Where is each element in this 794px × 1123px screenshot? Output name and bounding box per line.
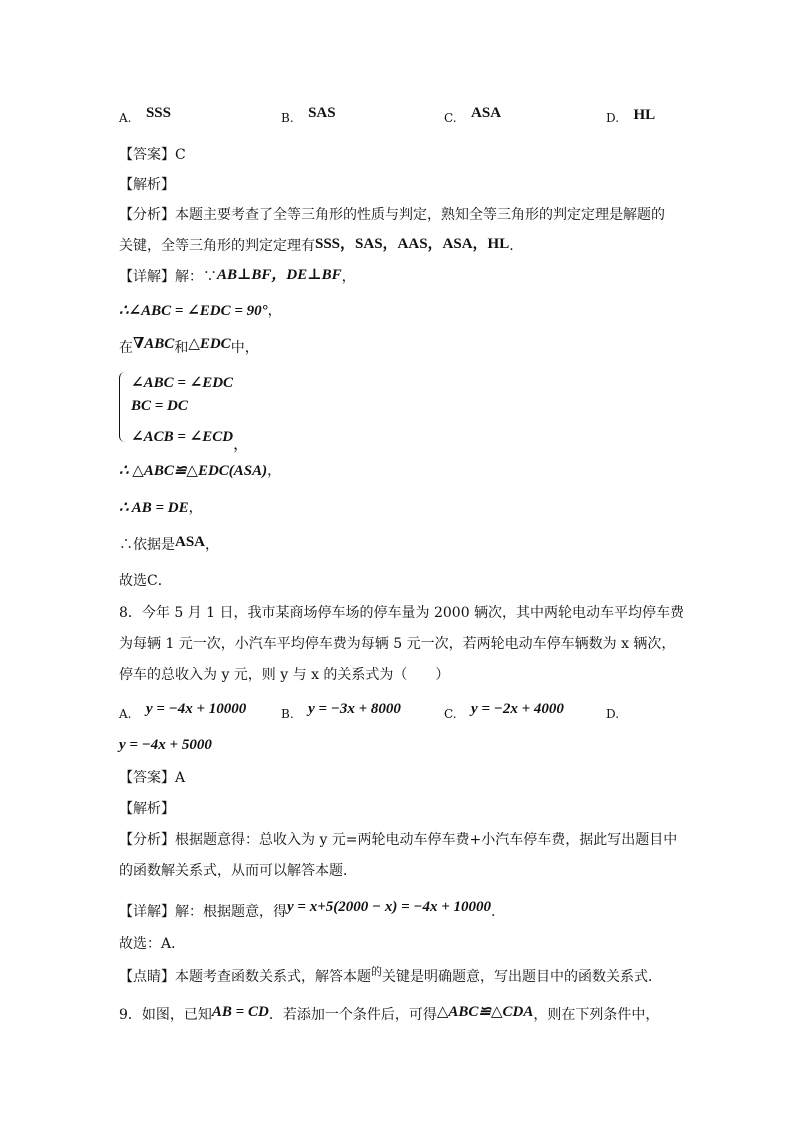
q7-option-b <box>281 105 336 127</box>
text: 【详解】解：∵ <box>119 269 217 285</box>
math-expression: △EDC <box>188 336 231 352</box>
q7-ab-de-line <box>119 498 203 518</box>
q8-fenxi-line-1: 【分析】根据题意得：总收入为 y 元=两轮电动车停车费+小汽车停车费，据此写出题目中 <box>119 832 678 848</box>
math-expression: ∇ABC <box>133 336 175 352</box>
q7-analysis-heading: 【解析】 <box>119 177 175 193</box>
math-expression: ∴ AB = DE <box>119 500 189 516</box>
option-value: HL <box>633 107 656 123</box>
q8-dianjing <box>119 967 662 988</box>
text: . <box>509 238 514 254</box>
text: 关键是明确题意，写出题目中的函数关系式． <box>382 969 662 985</box>
option-label: C. <box>444 111 457 125</box>
q7-basis-line <box>119 535 219 555</box>
text: ， <box>341 269 356 285</box>
option-label: A. <box>119 111 132 125</box>
q7-congruent-line <box>119 461 281 481</box>
option-label: B. <box>281 707 294 721</box>
q7-angle-equation <box>119 301 282 321</box>
option-label: B. <box>281 111 294 125</box>
option-label: C. <box>444 707 457 721</box>
math-expression: ∠ACB = ∠ECD <box>131 429 234 445</box>
text: ， <box>188 500 203 516</box>
text: 和 <box>174 340 189 356</box>
q8-detail-line <box>119 899 496 922</box>
option-value: y = −4x + 10000 <box>145 701 247 717</box>
text: 【点睛】本题考查函数关系式，解答本题 <box>119 969 371 985</box>
q7-choose: 故选C． <box>119 573 172 589</box>
math-expression: SSS，SAS，AAS，ASA，HL <box>315 236 510 252</box>
text: 在 <box>119 340 133 356</box>
math-expression: ∴∠ABC = ∠EDC = 90° <box>119 303 268 319</box>
q8-option-d-value: y = −4x + 5000 <box>119 737 212 753</box>
q8-stem-line-3: 停车的总收入为 y 元，则 y 与 x 的关系式为（ ） <box>119 667 450 683</box>
math-expression: AB = CD <box>211 1004 269 1020</box>
q8-option-c <box>444 701 564 723</box>
option-label: A. <box>119 707 132 721</box>
math-expression: y = x+5(2000 − x) = −4x + 10000 <box>287 899 492 915</box>
option-label: D. <box>606 707 620 721</box>
text: ，则在下列条件中， <box>533 1007 660 1023</box>
system-row-1: ∠ABC = ∠EDC <box>131 375 234 391</box>
text: ， <box>205 537 220 553</box>
math-expression: ASA <box>175 534 206 550</box>
equation-brace <box>119 372 128 442</box>
q8-option-b <box>281 701 401 723</box>
option-label: D. <box>606 111 620 125</box>
option-value: ASA <box>471 105 502 121</box>
system-row-3 <box>131 423 250 453</box>
q7-in-triangles <box>119 338 259 358</box>
q8-fenxi-line-2: 的函数解关系式，从而可以解答本题． <box>119 863 357 879</box>
q8-option-a <box>119 701 247 723</box>
q8-stem-line-2: 为每辆 1 元一次，小汽车平均停车费为每辆 5 元一次，若两轮电动车停车辆数为 x 辆次， <box>119 636 676 652</box>
text: . <box>491 904 496 920</box>
q8-choose: 故选：A． <box>119 936 186 952</box>
text: ， <box>267 303 282 319</box>
q7-fenxi-line-2 <box>119 236 514 256</box>
q7-option-c <box>444 105 502 127</box>
q7-option-d <box>606 107 656 127</box>
math-expression: △ABC≌△CDA <box>436 1004 534 1020</box>
text: ．若添加一个条件后，可得 <box>268 1007 437 1023</box>
text: 的 <box>371 965 382 978</box>
q7-detail-line <box>119 267 356 287</box>
q9-stem-line <box>119 1005 659 1025</box>
q8-analysis-heading: 【解析】 <box>119 801 175 817</box>
text: 9．如图，已知 <box>119 1007 212 1023</box>
option-value: SSS <box>145 105 171 121</box>
option-value: SAS <box>308 105 336 121</box>
text: 中， <box>230 340 259 356</box>
q8-option-d <box>606 706 619 722</box>
q8-answer: 【答案】A <box>119 770 186 786</box>
system-row-2: BC = DC <box>131 398 188 414</box>
text: 【详解】解：根据题意，得 <box>119 904 287 920</box>
text: ， <box>267 463 282 479</box>
math-expression: ∴ △ABC≌△EDC(ASA) <box>119 463 268 479</box>
q8-stem-line-1: 8．今年 5 月 1 日，我市某商场停车场的停车量为 2000 辆次，其中两轮电动车平均停车费 <box>119 605 685 621</box>
option-value: y = −3x + 8000 <box>308 701 401 717</box>
q7-option-a <box>119 105 171 127</box>
q7-answer: 【答案】C <box>119 147 186 163</box>
text: ∴依据是 <box>119 537 175 553</box>
text: ， <box>233 434 250 453</box>
option-value: y = −2x + 4000 <box>471 701 564 717</box>
math-expression: AB⊥BF，DE⊥BF <box>217 267 342 283</box>
q7-fenxi-line-1: 【分析】本题主要考查了全等三角形的性质与判定，熟知全等三角形的判定定理是解题的 <box>119 207 665 223</box>
text: 关键，全等三角形的判定定理有 <box>119 238 315 254</box>
